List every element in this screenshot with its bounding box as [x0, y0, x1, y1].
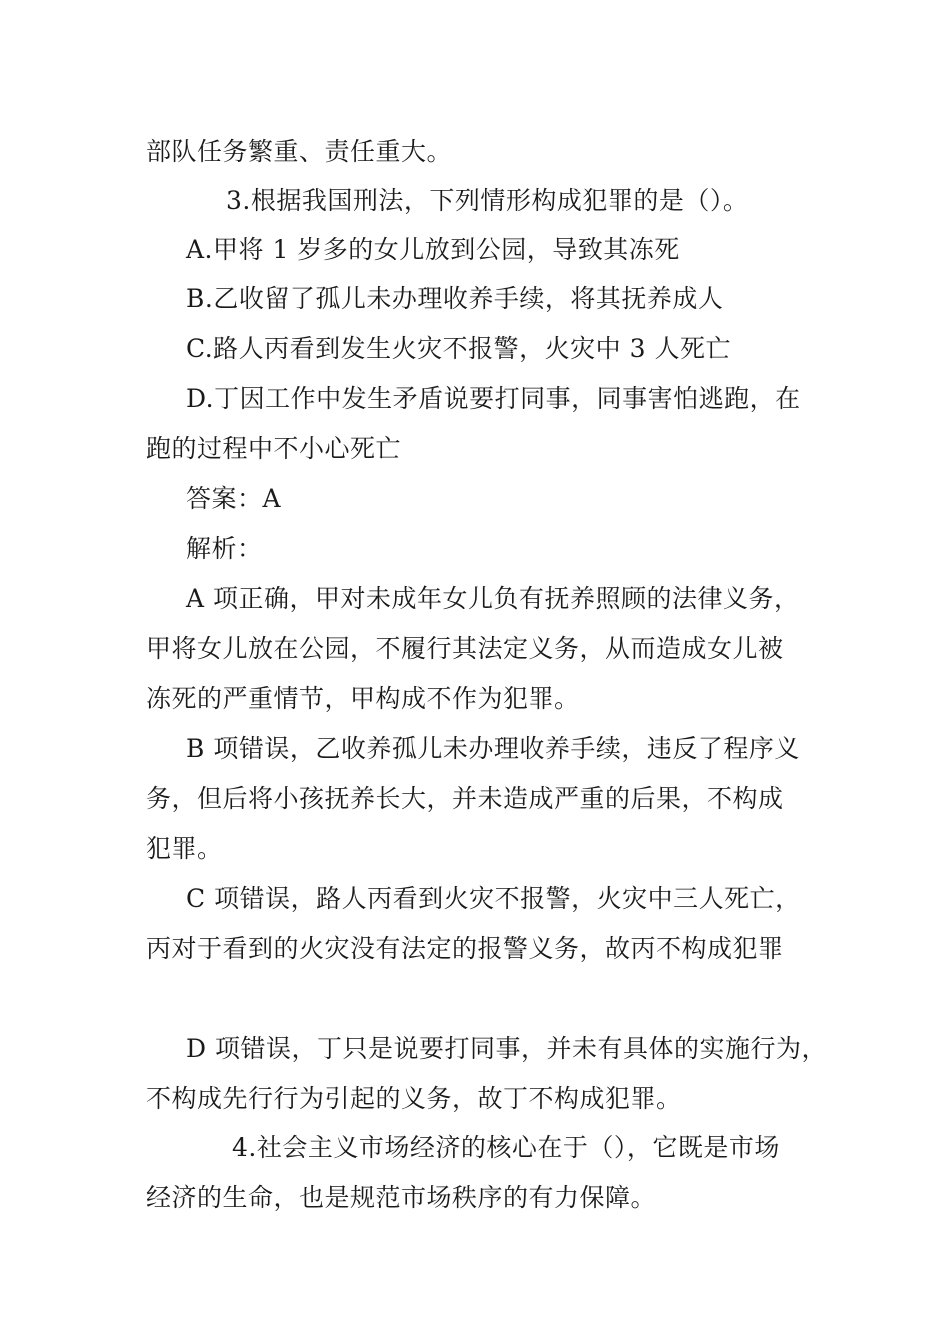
option-a: A.甲将 1 岁多的女儿放到公园，导致其冻死	[186, 235, 680, 264]
question-3-stem: 3.根据我国刑法，下列情形构成犯罪的是（）。	[226, 186, 749, 215]
question-4-stem-line2: 经济的生命，也是规范市场秩序的有力保障。	[146, 1183, 657, 1212]
option-b: B.乙收留了孤儿未办理收养手续，将其抚养成人	[186, 284, 724, 313]
text-line: 部队任务繁重、责任重大。	[146, 137, 453, 166]
analysis-d-line2: 不构成先行行为引起的义务，故丁不构成犯罪。	[146, 1084, 682, 1113]
analysis-b-line3: 犯罪。	[146, 834, 223, 863]
analysis-c-line2: 丙对于看到的火灾没有法定的报警义务，故丙不构成犯罪	[146, 934, 784, 963]
answer-line: 答案：A	[186, 484, 282, 513]
option-d-continued: 跑的过程中不小心死亡	[146, 434, 402, 463]
question-4-stem: 4.社会主义市场经济的核心在于（），它既是市场	[232, 1133, 780, 1162]
analysis-d: D 项错误，丁只是说要打同事，并未有具体的实施行为，	[186, 1034, 827, 1063]
analysis-heading: 解析：	[186, 534, 263, 563]
analysis-a-line3: 冻死的严重情节，甲构成不作为犯罪。	[146, 684, 580, 713]
analysis-a: A 项正确，甲对未成年女儿负有抚养照顾的法律义务，	[186, 584, 800, 613]
option-c: C.路人丙看到发生火灾不报警，火灾中 3 人死亡	[186, 334, 731, 363]
analysis-c: C 项错误，路人丙看到火灾不报警，火灾中三人死亡，	[186, 884, 801, 913]
option-d: D.丁因工作中发生矛盾说要打同事，同事害怕逃跑，在	[186, 384, 801, 413]
analysis-b: B 项错误，乙收养孤儿未办理收养手续，违反了程序义	[186, 734, 800, 763]
analysis-a-line2: 甲将女儿放在公园，不履行其法定义务，从而造成女儿被	[146, 634, 784, 663]
analysis-b-line2: 务，但后将小孩抚养长大，并未造成严重的后果，不构成	[146, 784, 784, 813]
